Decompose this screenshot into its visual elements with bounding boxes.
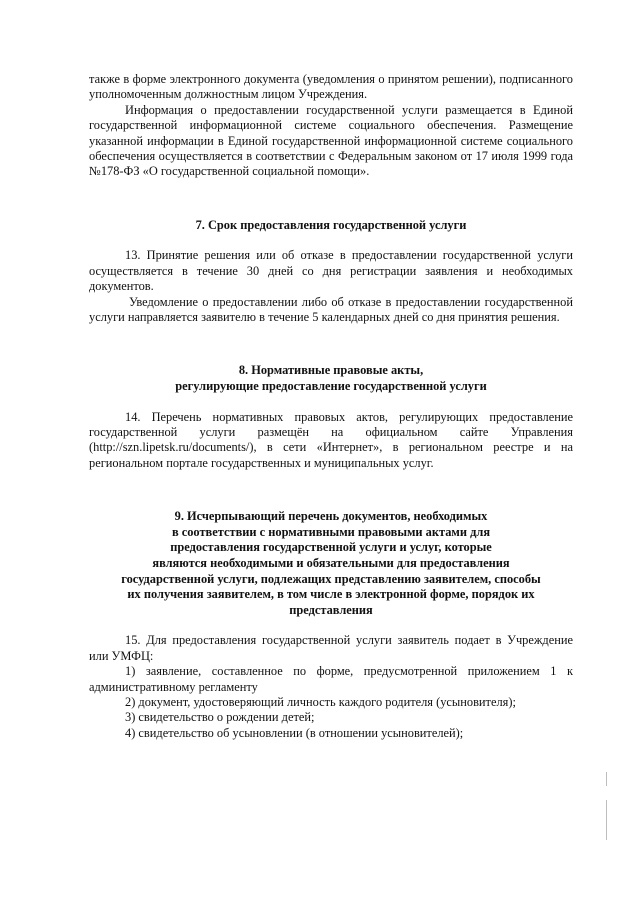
- scan-artifact: [606, 800, 607, 840]
- section-8-heading-line2: регулирующие предоставление государственной услуги: [175, 379, 487, 394]
- section-8-heading-line1: 8. Нормативные правовые акты,: [238, 363, 424, 378]
- list-item: 3) свидетельство о рождении детей;: [125, 710, 315, 725]
- paragraph-14: 14. Перечень нормативных правовых актов, регулирующих предоставление государственной услуги размещён на официальном сайте Управления (http://szn.lipetsk.ru/documents/), в сети «Интернет», в региональном реестре и на региональном портале государственных и муниципальных услуг.: [89, 409, 573, 470]
- paragraph-13: 13. Принятие решения или об отказе в предоставлении государственной услуги осуществляется в течение 30 дней со дня регистрации заявления и необходимых документов.: [89, 248, 573, 294]
- document-body: [89, 72, 573, 741]
- section-9-heading-line: 9. Исчерпывающий перечень документов, необходимых: [174, 509, 488, 524]
- paragraph-notification: Уведомление о предоставлении либо об отказе в предоставлении государственной услуги направляется заявителю в течение 5 календарных дней со дня принятия решения.: [89, 294, 573, 325]
- list-item: 1) заявление, составленное по форме, предусмотренной приложением 1 к административному регламенту: [89, 664, 573, 694]
- section-9-heading-line: предоставления государственной услуги и услуг, которые: [170, 540, 492, 555]
- paragraph-information-placement: Информация о предоставлении государственной услуги размещается в Единой государственной информационной системе социального обеспечения. Размещение указанной информации в Единой государственной информационной системе социального обеспечения осуществляется в соответствии с Федеральным законом от 17 июля 1999 года №178-ФЗ «О государственной социальной помощи».: [89, 102, 573, 179]
- section-9-heading-line: представления: [289, 602, 373, 617]
- paragraph-intro-continuation: также в форме электронного документа (уведомления о принятом решении), подписанного уполномоченным должностным лицом Учреждения.: [89, 72, 573, 102]
- list-item: 4) свидетельство об усыновлении (в отношении усыновителей);: [125, 725, 464, 740]
- section-9-heading: [89, 509, 573, 618]
- documents-list: [89, 664, 573, 741]
- section-9-heading-line: в соответствии с нормативными правовыми актами для: [171, 524, 491, 539]
- list-item: 2) документ, удостоверяющий личность каждого родителя (усыновителя);: [125, 695, 516, 710]
- section-9-heading-line: государственной услуги, подлежащих представлению заявителем, способы: [121, 571, 541, 586]
- section-9-heading-line: являются необходимыми и обязательными для предоставления: [152, 556, 510, 571]
- paragraph-15: 15. Для предоставления государственной услуги заявитель подает в Учреждение или УМФЦ:: [89, 633, 573, 663]
- section-7-heading: 7. Срок предоставления государственной услуги: [195, 217, 467, 232]
- scan-artifact: [606, 772, 607, 786]
- section-9-heading-line: их получения заявителем, в том числе в электронной форме, порядок их: [127, 587, 535, 602]
